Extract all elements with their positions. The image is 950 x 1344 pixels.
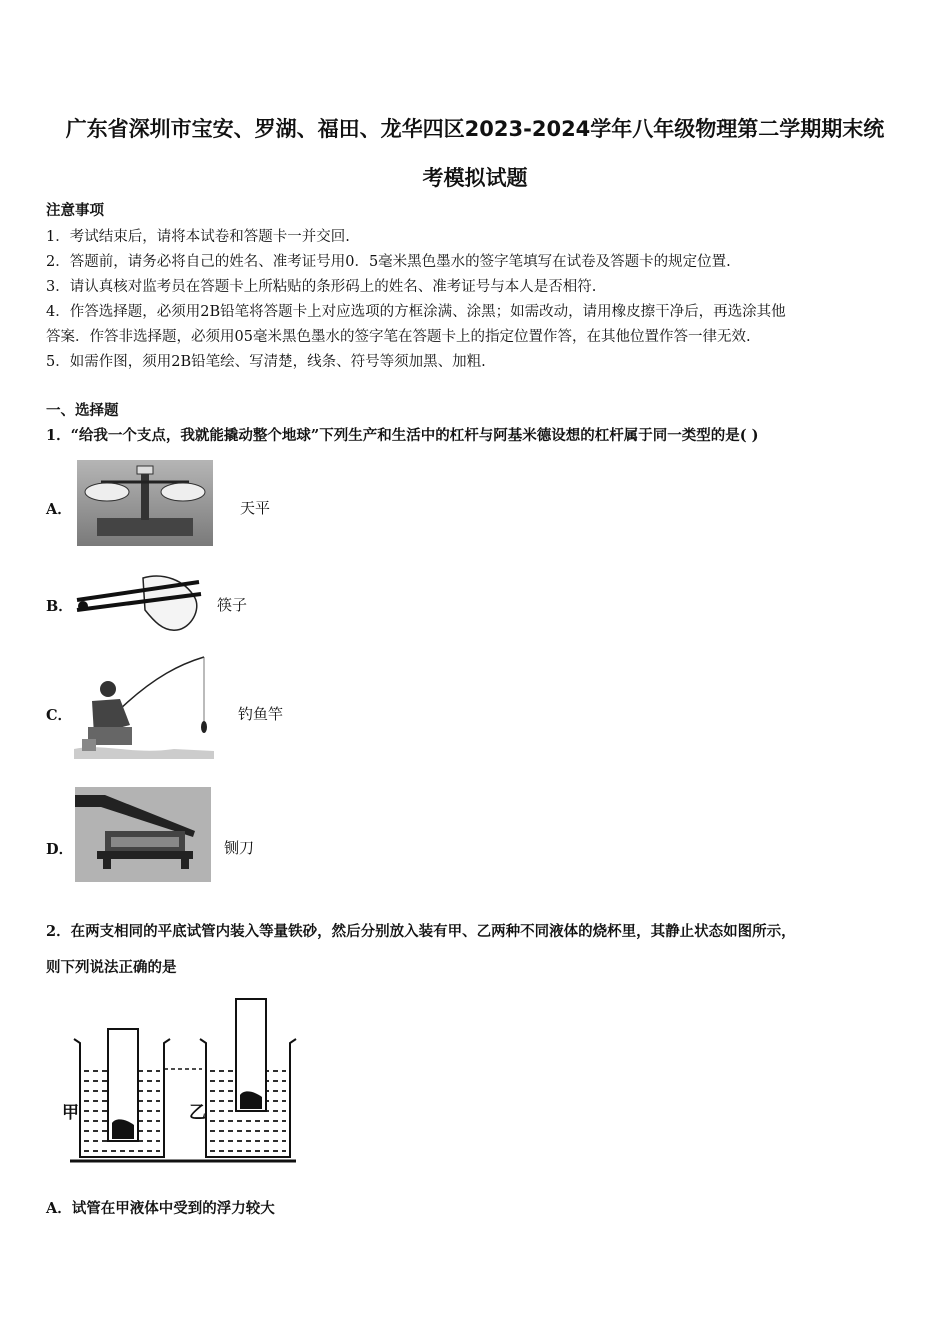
- q1-option-b-label: B．: [46, 598, 73, 615]
- page-title-line2: 考模拟试题: [422, 166, 528, 190]
- q2-stem-line1: 2．在两支相同的平底试管内装入等量铁砂，然后分别放入装有甲、乙两种不同液体的烧杯里，其静止状态如图所示，: [46, 923, 796, 940]
- label-jia: 甲: [62, 1103, 79, 1123]
- chopsticks-image: [73, 570, 213, 632]
- label-yi: 乙: [189, 1103, 206, 1123]
- q2-option-a: A．试管在甲液体中受到的浮力较大: [46, 1200, 275, 1217]
- q1-option-c-label: C．: [46, 707, 73, 724]
- test-tubes-figure: [60, 995, 300, 1167]
- q1-option-a-text: 天平: [240, 499, 271, 517]
- notice-item: 2．答题前，请务必将自己的姓名、准考证号用0．5毫米黑色墨水的签字笔填写在试卷及答题卡的规定位置.: [46, 254, 731, 270]
- notice-item: 4．作答选择题，必须用2B铅笔将答题卡上对应选项的方框涂满、涂黑；如需改动，请用橡皮擦干净后，再选涂其他: [46, 304, 786, 320]
- q1-stem: 1．“给我一个支点，我就能撬动整个地球”下列生产和生活中的杠杆与阿基米德设想的杠杆属于同一类型的是( ): [46, 427, 759, 444]
- guillotine-cutter-image: [75, 787, 211, 882]
- notice-item: 答案．作答非选择题，必须用05毫米黑色墨水的签字笔在答题卡上的指定位置作答，在其他位置作答一律无效.: [46, 329, 751, 345]
- notice-item: 1．考试结束后，请将本试卷和答题卡一并交回.: [46, 229, 350, 245]
- fishing-rod-image: [74, 655, 214, 759]
- q1-option-c-text: 钓鱼竿: [238, 705, 284, 723]
- notice-heading: 注意事项: [46, 202, 104, 219]
- q1-option-d-text: 铡刀: [224, 839, 255, 857]
- notice-item: 3．请认真核对监考员在答题卡上所粘贴的条形码上的姓名、准考证号与本人是否相符.: [46, 279, 597, 295]
- section-title: 一、选择题: [46, 402, 119, 419]
- notice-item: 5．如需作图，须用2B铅笔绘、写清楚，线条、符号等须加黑、加粗.: [46, 354, 486, 370]
- q1-option-a-label: A．: [46, 501, 72, 518]
- q1-option-d-label: D．: [46, 841, 74, 858]
- balance-scale-image: [77, 460, 213, 546]
- page-title-line1: 广东省深圳市宝安、罗湖、福田、龙华四区2023-2024学年八年级物理第二学期期末统: [65, 117, 885, 141]
- q1-option-b-text: 筷子: [217, 596, 248, 614]
- q2-stem-line2: 则下列说法正确的是: [46, 959, 177, 976]
